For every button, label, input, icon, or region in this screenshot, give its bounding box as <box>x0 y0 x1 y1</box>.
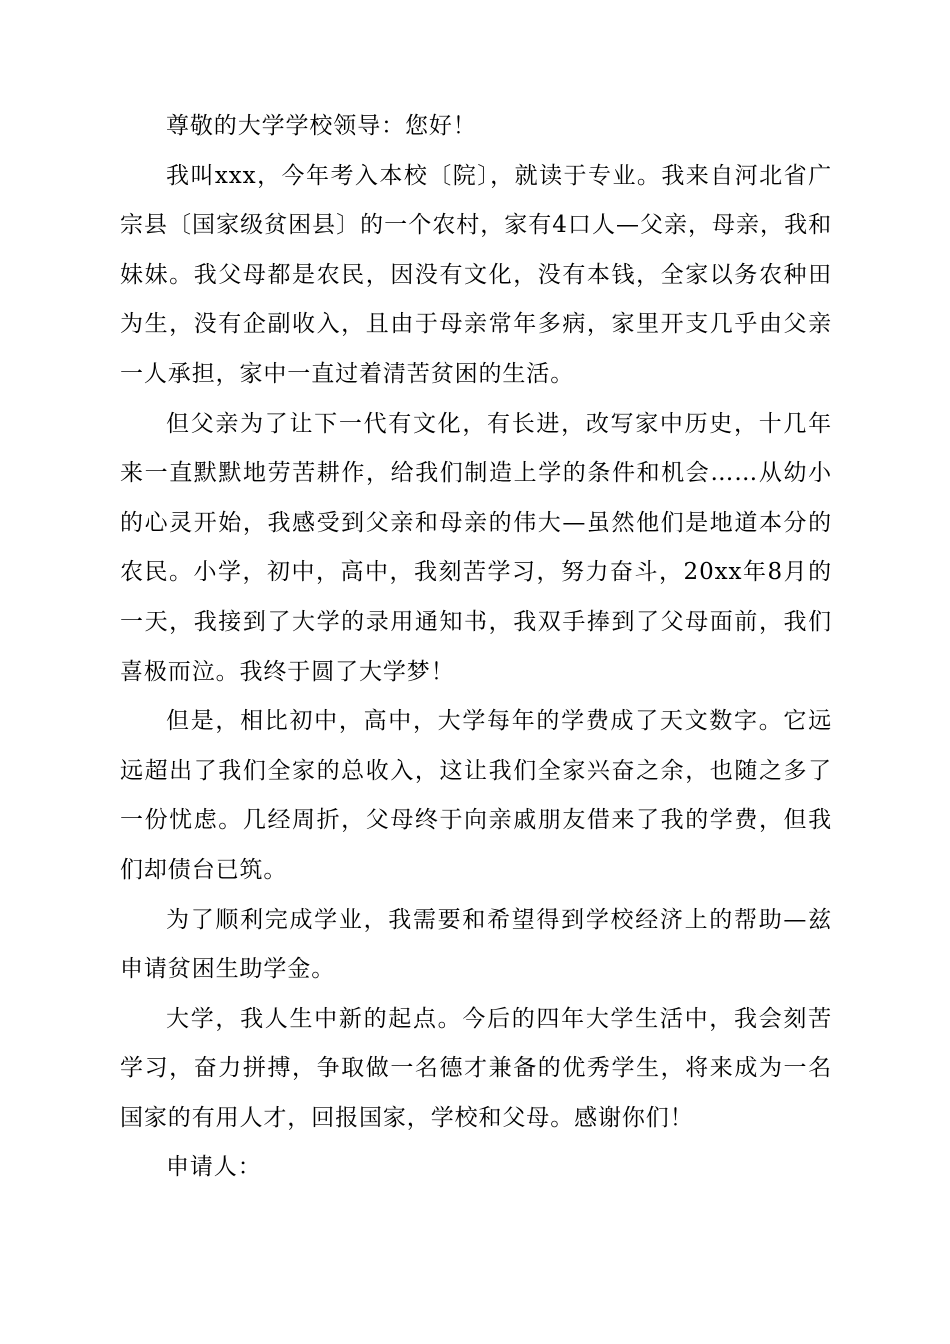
paragraph-tuition-burden: 但是，相比初中，高中，大学每年的学费成了天文数字。它远远超出了我们全家的总收入，这让我们全家兴奋之余，也随之多了一份忧虑。几经周折，父母终于向亲戚朋友借来了我的学费，但我们却债台已筑。 <box>120 708 832 883</box>
signature-label: 申请人： <box>166 1154 262 1181</box>
paragraph-request: 为了顺利完成学业，我需要和希望得到学校经济上的帮助—兹申请贫困生助学金。 <box>120 906 832 983</box>
paragraph-family-background: 我叫xxx，今年考入本校〔院〕，就读于专业。我来自河北省广宗县〔国家级贫困县〕的一个农村，家有4口人—父亲，母亲，我和妹妹。我父母都是农民，因没有文化，没有本钱，全家以务农种田为生，没有企副收入，且由于母亲常年多病，家里开支几乎由父亲一人承担，家中一直过着清苦贫困的生活。 <box>120 162 832 387</box>
paragraph-father-support: 但父亲为了让下一代有文化，有长进，改写家中历史，十几年来一直默默地劳苦耕作，给我们制造上学的条件和机会……从幼小的心灵开始，我感受到父亲和母亲的伟大—虽然他们是地道本分的农民。小学，初中，高中，我刻苦学习，努力奋斗，20xx年8月的一天，我接到了大学的录用通知书，我双手捧到了父母面前，我们喜极而泣。我终于圆了大学梦！ <box>120 410 832 685</box>
paragraph-commitment: 大学，我人生中新的起点。今后的四年大学生活中，我会刻苦学习，奋力拼搏，争取做一名德才兼备的优秀学生，将来成为一名国家的有用人才，回报国家，学校和父母。感谢你们！ <box>120 1005 832 1131</box>
document-page <box>120 102 832 1193</box>
salutation: 尊敬的大学学校领导：您好！ <box>166 113 477 139</box>
